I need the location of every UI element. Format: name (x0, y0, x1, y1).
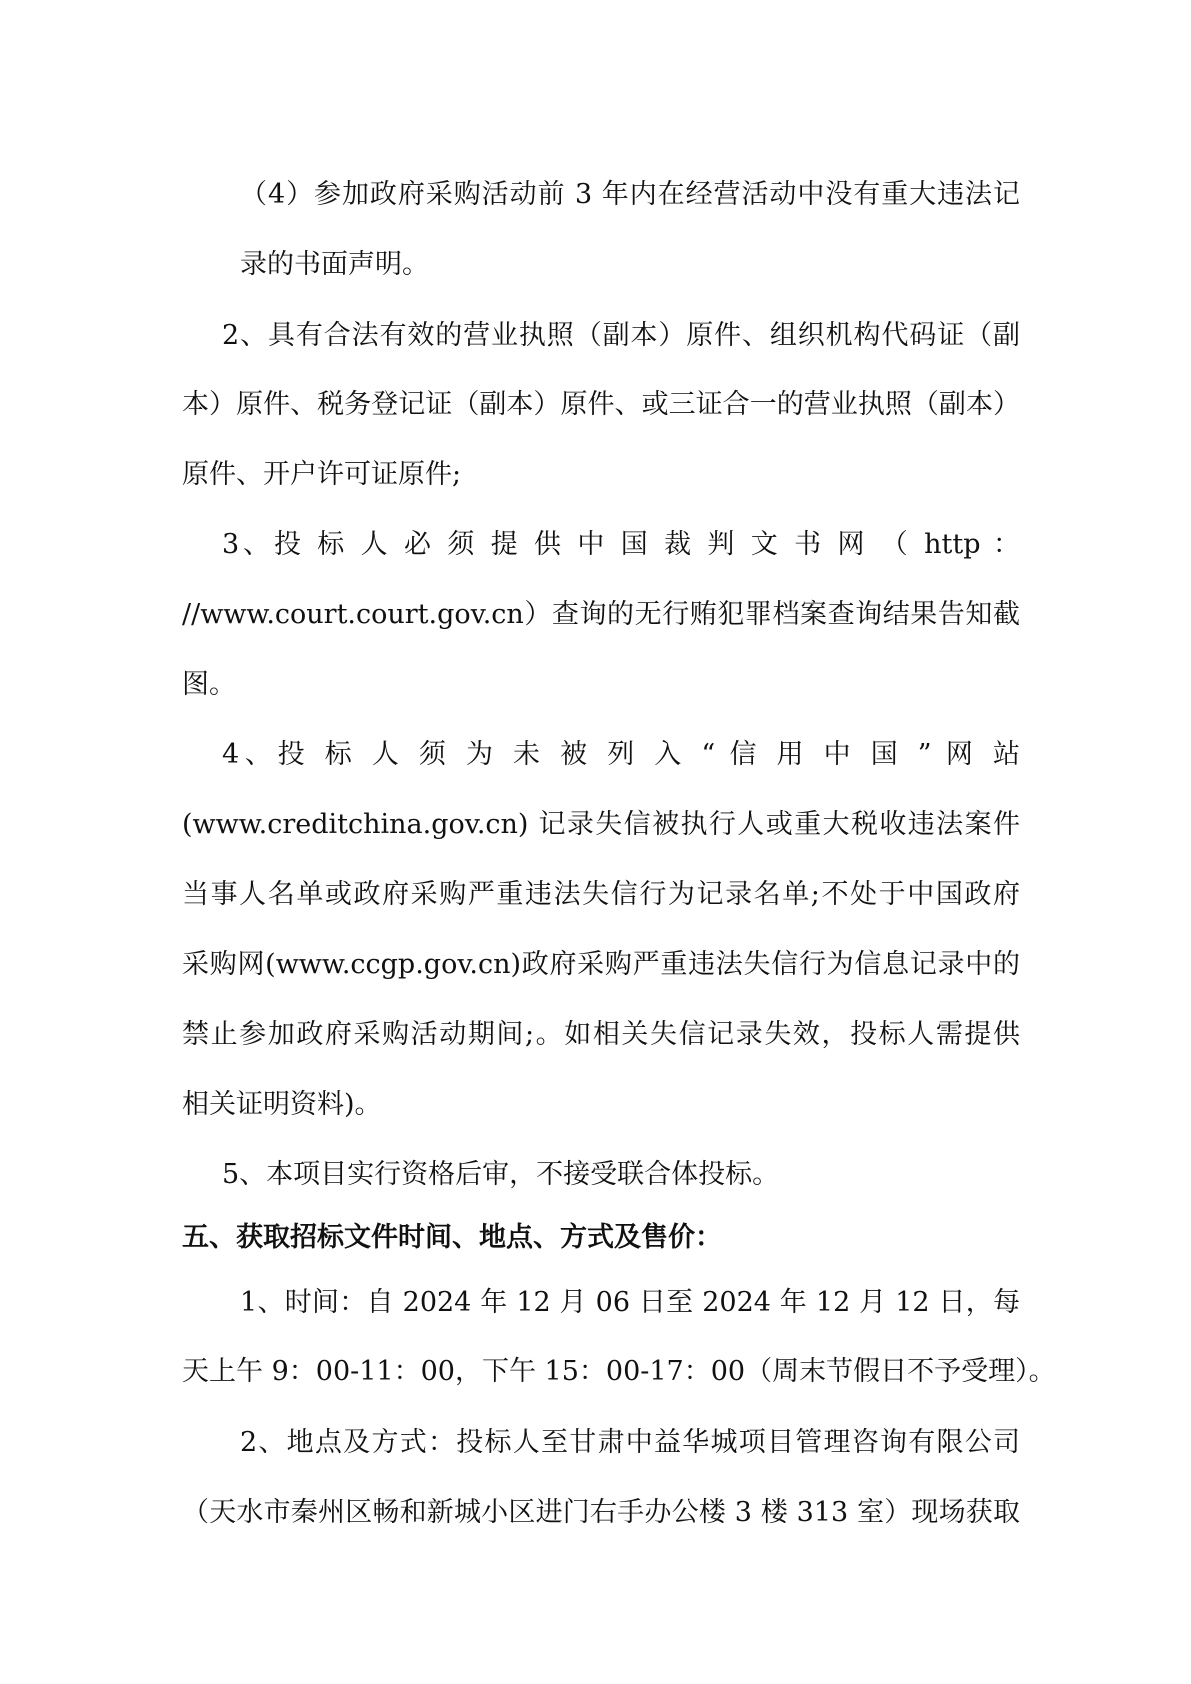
section-heading-5: 五、获取招标文件时间、地点、方式及售价： (182, 1222, 722, 1253)
line-4-credit-china-cont-1: (www.creditchina.gov.cn) 记录失信被执行人或重大税收违法案件 (182, 809, 1020, 840)
line-2-business-license-cont-1: 本）原件、税务登记证（副本）原件、或三证合一的营业执照（副本） (182, 389, 1020, 420)
line-4-credit-china-cont-4: 禁止参加政府采购活动期间;。如相关失信记录失效，投标人需提供 (182, 1019, 1020, 1050)
line-4-credit-china: 4、投 标 人 须 为 未 被 列 入 “ 信 用 中 国 ” 网 站 (222, 739, 1020, 770)
line-2-business-license: 2、具有合法有效的营业执照（副本）原件、组织机构代码证（副 (222, 320, 1020, 351)
line-2-business-license-cont-2: 原件、开户许可证原件; (182, 459, 462, 490)
line-4-credit-china-end: 相关证明资料)。 (182, 1089, 382, 1120)
line-2-location-cont: （天水市秦州区畅和新城小区进门右手办公楼 3 楼 313 室）现场获取 (182, 1497, 1020, 1528)
line-4-credit-china-cont-3: 采购网(www.ccgp.gov.cn)政府采购严重违法失信行为信息记录中的 (182, 949, 1020, 980)
line-2-location: 2、地点及方式：投标人至甘肃中益华城项目管理咨询有限公司 (240, 1427, 1020, 1458)
line-1-time-cont: 天上午 9：00-11：00，下午 15：00-17：00（周末节假日不予受理）。 (182, 1356, 1056, 1387)
line-3-court-search: 3、投 标 人 必 须 提 供 中 国 裁 判 文 书 网 （ http ： (222, 529, 1020, 560)
line-4-declaration-cont: 录的书面声明。 (240, 249, 429, 280)
line-4-credit-china-cont-2: 当事人名单或政府采购严重违法失信行为记录名单;不处于中国政府 (182, 879, 1020, 910)
line-4-declaration: （4）参加政府采购活动前 3 年内在经营活动中没有重大违法记 (240, 179, 1020, 210)
line-3-court-search-cont: //www.court.court.gov.cn）查询的无行贿犯罪档案查询结果告知截 (182, 599, 1020, 630)
line-1-time: 1、时间：自 2024 年 12 月 06 日至 2024 年 12 月 12 日，每 (240, 1287, 1020, 1318)
line-3-court-search-end: 图。 (182, 669, 236, 700)
line-5-no-consortium: 5、本项目实行资格后审，不接受联合体投标。 (222, 1159, 780, 1190)
